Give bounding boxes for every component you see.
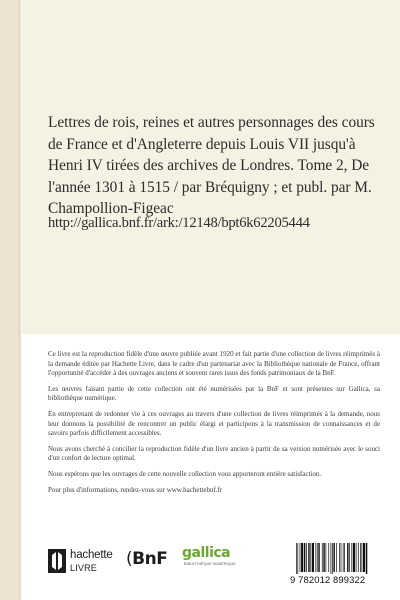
spine-shadow: [19, 0, 22, 600]
barcode-bar: [296, 543, 297, 574]
more-info-line: Pour plus d'informations, rendez-vous sur www.hachettebnf.fr: [48, 485, 223, 494]
description-paragraph: Les œuvres faisant partie de cette collection ont été numérisées par la BnF et sont présentes sur Gallica, sa bibliothèque numérique.: [48, 384, 380, 403]
gallica-url: http://gallica.bnf.fr/ark:/12148/bpt6k62205444: [48, 215, 310, 231]
barcode-bar: [362, 543, 363, 572]
book-title: Lettres de rois, reines et autres personnages des cours de France et d'Angleterre depuis Louis VII jusqu'à Henri IV tirées des archives de Londres. Tome 2, De l'année 1301 à 1515 / par Bréquigny ; et publ. par M. Champollion-Figeac: [48, 114, 375, 217]
barcode-bar: [306, 543, 307, 572]
barcode-bars: [294, 543, 390, 574]
book-spine: [0, 0, 19, 600]
barcode-bar: [344, 543, 345, 572]
barcode-bar: [336, 543, 337, 572]
barcode-bar: [317, 543, 318, 572]
bnf-bracket-icon: (: [126, 549, 133, 569]
barcode-bar: [366, 543, 367, 574]
barcode-bar: [356, 543, 357, 572]
gallica-wordmark: gallica: [182, 545, 231, 561]
description-paragraph: En entreprenant de redonner vie à ces ouvrages au travers d'une collection de livres réimprimés à la demande, nous leur donnons la possibilité de rencontrer un public élargi et participons à la transmission de connaissances et de savoirs parfois difficilement accessibles.: [48, 409, 380, 438]
publisher-logos: [48, 543, 388, 583]
barcode-bar: [326, 543, 327, 572]
barcode-bar: [312, 543, 314, 572]
bnf-logo: [126, 549, 176, 575]
description-paragraph: Nous avons cherché à concilier la reproduction fidèle d'un livre ancien à partir de sa version numérisée avec le souci d'un confort de lecture optimal.: [48, 444, 380, 463]
hachette-emblem-icon: [48, 549, 66, 573]
barcode-bar: [343, 543, 344, 572]
barcode-bar: [323, 543, 324, 572]
description-paragraph: Ce livre est la reproduction fidèle d'une œuvre publiée avant 1920 et fait partie d'une collection de livres réimprimés à la demande éditée par Hachette Livre, dans le cadre d'un partenariat avec la Bibliothèque nationale de France, offrant l'opportunité d'accéder à des ouvrages anciens et souvent rares issus des fonds patrimoniaux de la BnF.: [48, 350, 380, 378]
barcode-bar: [304, 543, 305, 572]
barcode-bar: [347, 543, 348, 572]
description-paragraph: Nous espérons que les ouvrages de cette nouvelle collection vous apporteront entière satisfaction.: [48, 469, 322, 478]
barcode-bar: [363, 543, 365, 572]
isbn-barcode: [290, 543, 392, 585]
barcode-bar: [310, 543, 311, 572]
barcode-bar: [322, 543, 323, 572]
description-text: [48, 350, 380, 495]
barcode-bar: [360, 543, 361, 572]
barcode-bar: [332, 543, 333, 574]
barcode-bar: [300, 543, 301, 572]
bnf-wordmark: BnF: [132, 549, 168, 569]
barcode-bar: [315, 543, 316, 572]
barcode-bar: [349, 543, 350, 572]
barcode-bar: [341, 543, 342, 572]
barcode-bar: [358, 543, 359, 572]
barcode-bar: [339, 543, 340, 572]
barcode-bar: [351, 543, 352, 572]
barcode-bar: [297, 543, 298, 574]
barcode-digits: 9 782012 899322: [290, 574, 366, 585]
livre-wordmark: LIVRE: [70, 563, 98, 573]
barcode-bar: [318, 543, 319, 572]
gallica-subtitle: BIBLIOTHÈQUE NUMÉRIQUE: [184, 562, 236, 566]
hachette-wordmark: hachette: [70, 549, 113, 561]
barcode-bar: [353, 543, 355, 572]
barcode-bar: [308, 543, 309, 572]
barcode-bar: [331, 543, 332, 574]
hachette-livre-logo: [48, 547, 114, 577]
gallica-logo: [182, 545, 236, 579]
barcode-bar: [301, 543, 303, 572]
barcode-bar: [328, 543, 329, 572]
barcode-bar: [333, 543, 334, 572]
